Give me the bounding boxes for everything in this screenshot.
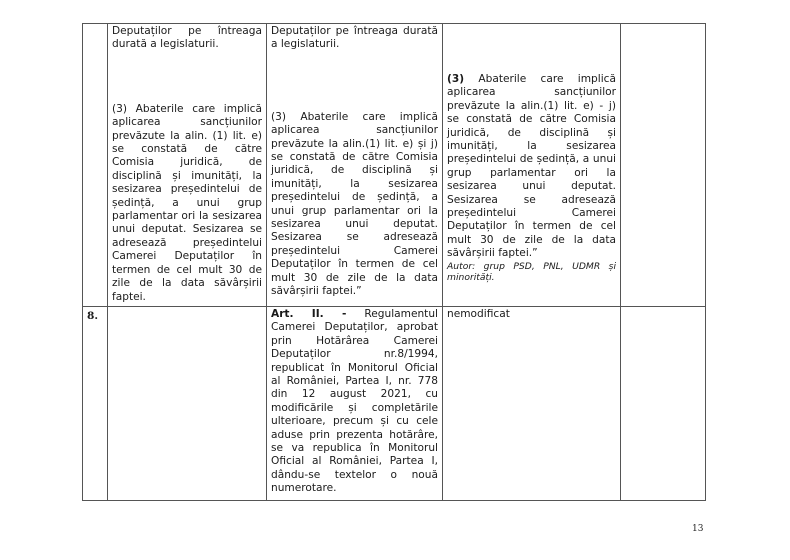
table-row — [83, 306, 706, 500]
amendment-author: Autor: grup PSD, PNL, UDMR și minorități. — [447, 260, 616, 283]
table-row — [83, 24, 706, 307]
row-number-cell: 8. — [83, 306, 108, 500]
spacer — [112, 52, 262, 103]
row-number-cell — [83, 24, 108, 307]
article-body: Regulamentul Camerei Deputaților, aprobat prin Hotărârea Camerei Deputaților nr.8/1994, republicat în Monitorul Oficial al României, Partea I, nr. 778 din 12 august 2021, cu modificările și completările ulterioare, precum și cu cele aduse prin prezenta hotărâre, se va republica în Monitorul Oficial al României, Partea I, dându-se textelor o nouă numerotare. — [271, 307, 438, 495]
article-label: Art. II. - — [271, 307, 347, 320]
spacer — [447, 25, 616, 73]
original-text-cell — [108, 24, 267, 307]
original-text-paragraph: (3) Abaterile care implică aplicarea sancțiunilor prevăzute la alin. (1) lit. e) se constată de către Comisia juridică, de disciplină și imunități, la sesizarea președintelui de ședință, a unui grup parlamentar ori la sesizarea unui deputat. Sesizarea se adresează președintelui Camerei Deputaților în termen de cel mult 30 de zile de la data săvârșirii faptei. — [112, 102, 262, 303]
proposed-text-paragraph: (3) Abaterile care implică aplicarea sancțiunilor prevăzute la alin.(1) lit. e) și j) se constată de către Comisia juridică, de disciplină și imunități, la sesizarea președintelui de ședință, a unui grup parlamentar ori la sesizarea unui deputat. Sesizarea se adresează președintelui Camerei Deputaților în termen de cel mult 30 de zile de la data săvârșirii faptei.” — [271, 110, 438, 298]
page-number: 13 — [692, 524, 704, 534]
amended-text-cell — [443, 24, 621, 307]
spacer — [271, 52, 438, 111]
amended-text-paragraph — [447, 73, 616, 261]
notes-cell — [621, 24, 706, 307]
proposed-text-cell — [267, 306, 443, 500]
proposed-text-cell — [267, 24, 443, 307]
original-text-cell — [108, 306, 267, 500]
paragraph-label: (3) — [447, 73, 465, 85]
article-paragraph — [271, 308, 438, 496]
amended-text-body: Abaterile care implică aplicarea sancțiunilor prevăzute la alin.(1) lit. e) - j) se constată de către Comisia juridică, de disciplină și imunități, la sesizarea președintelui de ședință, a unui grup parlamentar ori la sesizarea unui deputat. Sesizarea se adresează președintelui Camerei Deputaților în termen de cel mult 30 de zile de la data săvârșirii faptei.” — [447, 73, 616, 260]
amended-text-cell: nemodificat — [443, 306, 621, 500]
notes-cell — [621, 306, 706, 500]
amendments-table — [82, 23, 706, 501]
proposed-text-head: Deputaților pe întreaga durată a legislaturii. — [271, 25, 438, 51]
original-text-head: Deputaților pe întreaga durată a legislaturii. — [112, 25, 262, 51]
